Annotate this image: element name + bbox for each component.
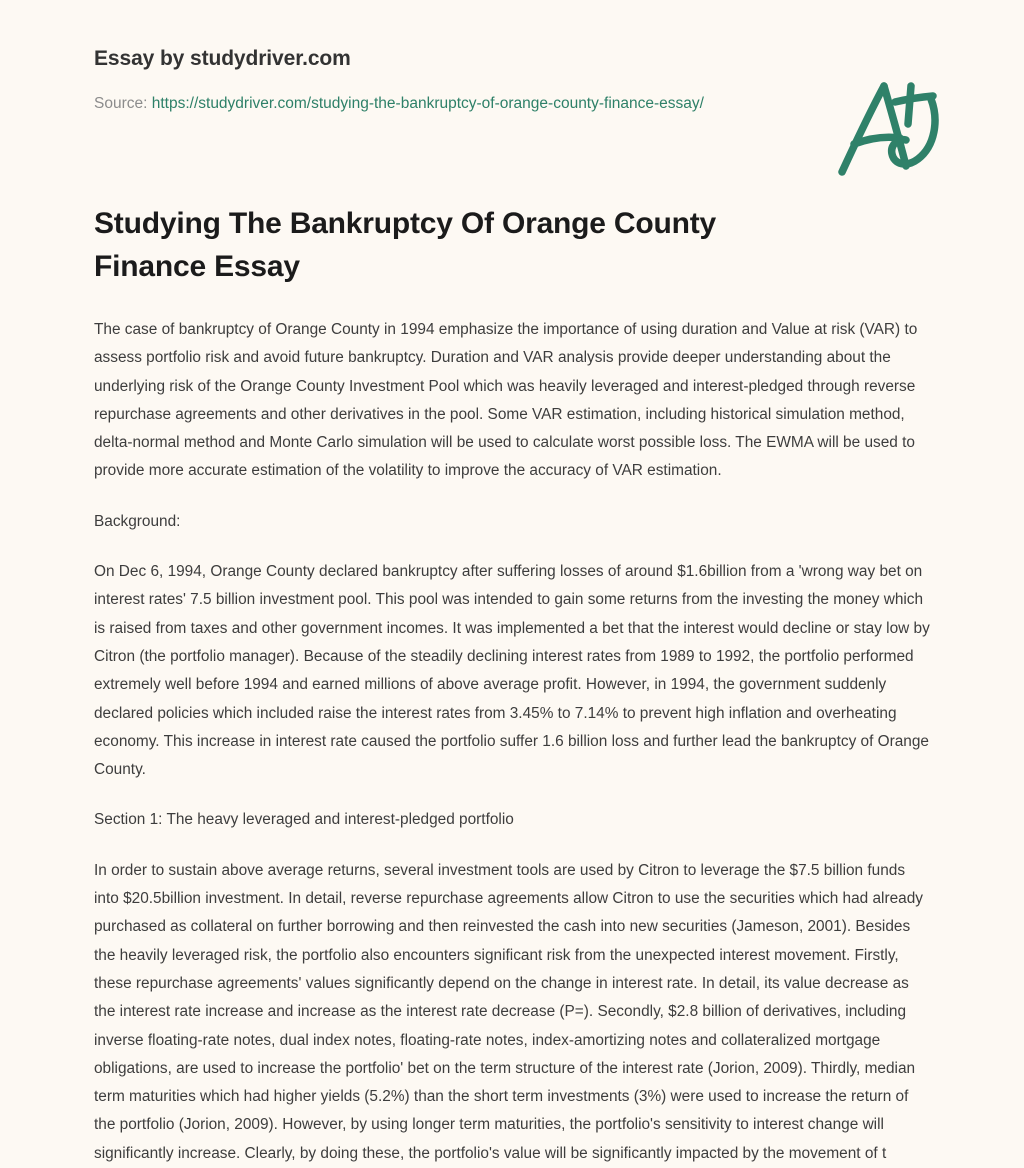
paragraph: Section 1: The heavy leveraged and interest-pledged portfolio (94, 811, 514, 829)
page-title: Studying The Bankruptcy Of Orange County Finance Essay (94, 207, 717, 283)
document-header (0, 0, 1024, 116)
article (0, 202, 1024, 1168)
paragraph: Background: (94, 512, 181, 530)
source-line (94, 92, 714, 116)
paragraph: On Dec 6, 1994, Orange County declared bankruptcy after suffering losses of around $1.6billion from a 'wrong way bet on interest rates' 7.5 billion investment pool. This pool was intended to gain some returns from the investing the money which is raised from taxes and other government incomes. It was implemented a bet that the interest would decline or stay low by Citron (the portfolio manager). Because of the steadily declining interest rates from 1989 to 1992, the portfolio performed extremely well before 1994 and earned millions of above average profit. However, in 1994, the government suddenly declared policies which included raise the interest rates from 3.45% to 7.14% to prevent high inflation and overheating economy. This increase in interest rate caused the portfolio suffer 1.6 billion loss and further lead the bankruptcy of Orange County. (94, 563, 930, 779)
source-url-link[interactable]: https://studydriver.com/studying-the-bankruptcy-of-orange-county-finance-essay/ (151, 95, 704, 112)
paragraph: The case of bankruptcy of Orange County in 1994 emphasize the importance of using duration and Value at risk (VAR) to assess portfolio risk and avoid future bankruptcy. Duration and VAR analysis provide deeper understanding about the underlying risk of the Orange County Investment Pool which was heavily leveraged and interest-pledged through reverse repurchase agreements and other derivatives in the pool. Some VAR estimation, including historical simulation method, delta-normal method and Monte Carlo simulation will be used to calculate worst possible loss. The EWMA will be used to provide more accurate estimation of the volatility to improve the accuracy of VAR estimation. (94, 321, 918, 480)
source-label: Source: (94, 95, 148, 112)
a-plus-logo-icon (828, 72, 948, 184)
paragraph: In order to sustain above average returns, several investment tools are used by Citron to leverage the $7.5 billion funds into $20.5billion investment. In detail, reverse repurchase agreements allow Citron to use the securities which had already purchased as collateral on further borrowing and then reinvested the cash into new securities (Jameson, 2001). Besides the heavily leveraged risk, the portfolio also encounters significant risk from the unexpected interest movement. Firstly, these repurchase agreements' values significantly depend on the change in interest rate. In detail, its value decrease as the interest rate increase and increase as the interest rate decrease (P=). Secondly, $2.8 billion of derivatives, including inverse floating-rate notes, dual index notes, floating-rate notes, index-amortizing notes and collateralized mortgage obligations, are used to increase the portfolio' bet on the term structure of the interest rate (Jorion, 2009). Thirdly, median term maturities which had higher yields (5.2%) than the short term investments (3%) were used to increase the return of the portfolio (Jorion, 2009). However, by using longer term maturities, the portfolio's sensitivity to interest change will significantly increase. Clearly, by doing these, the portfolio's value will be significantly impacted by the movement of t (94, 861, 923, 1162)
brand-byline: Essay by studydriver.com (94, 47, 351, 70)
article-body (94, 316, 930, 1168)
